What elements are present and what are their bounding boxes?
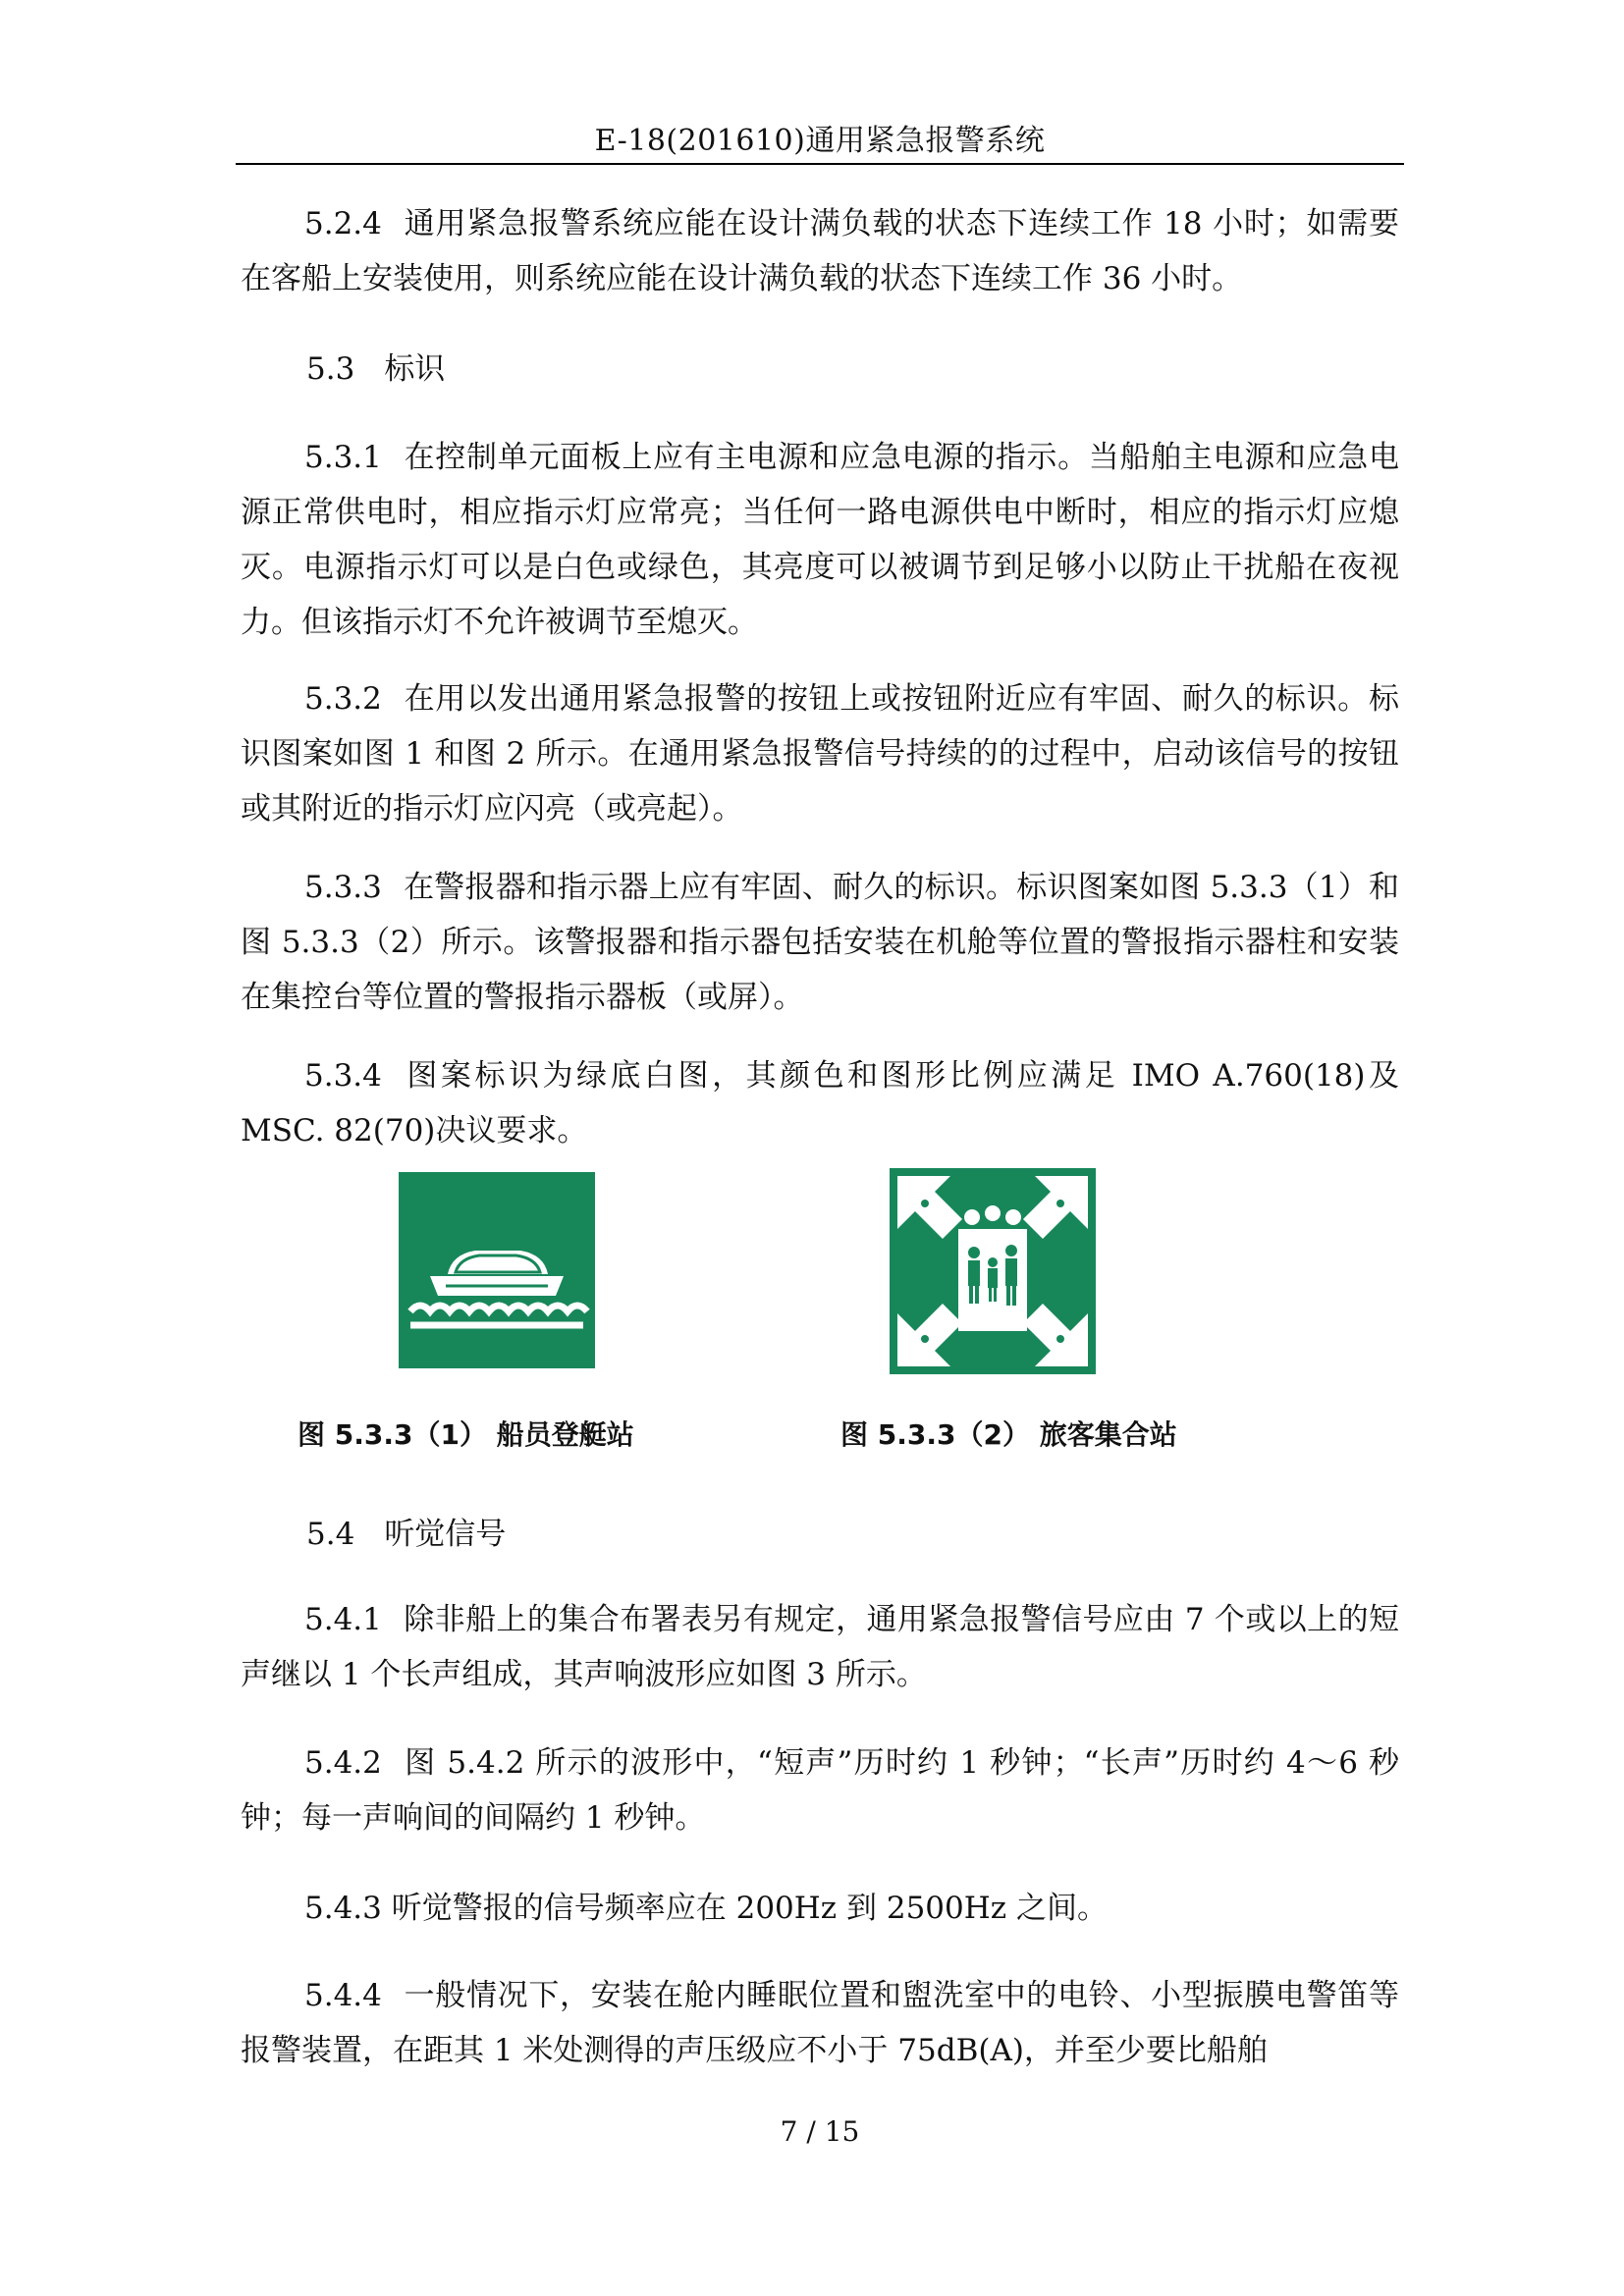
paragraph-5-4-4	[241, 1968, 1399, 2078]
paragraph-5-3-4	[241, 1048, 1399, 1158]
paragraph-text: 听觉警报的信号频率应在 200Hz 到 2500Hz 之间。	[391, 1891, 1108, 1926]
paragraph-5-4-2	[241, 1735, 1399, 1845]
paragraph-number: 5.4.4	[304, 1978, 382, 2013]
section-heading-5-3	[306, 344, 445, 388]
paragraph-number: 5.2.4	[304, 206, 382, 241]
heading-text: 标识	[384, 351, 446, 387]
paragraph-5-4-3	[241, 1881, 1399, 1936]
heading-number: 5.4	[306, 1517, 355, 1552]
paragraph-number: 5.4.3	[304, 1891, 382, 1926]
paragraph-text: 除非船上的集合布署表另有规定，通用紧急报警信号应由 7 个或以上的短声继以 1 个长声组成，其声响波形应如图 3 所示。	[241, 1602, 1399, 1692]
paragraph-number: 5.4.1	[304, 1602, 382, 1637]
paragraph-5-2-4	[241, 196, 1399, 306]
header-rule	[236, 163, 1404, 165]
paragraph-text: 一般情况下，安装在舱内睡眠位置和盥洗室中的电铃、小型振膜电警笛等报警装置，在距其 1 米处测得的声压级应不小于 75dB(A)，并至少要比船舶	[241, 1978, 1399, 2068]
assembly-station-icon	[882, 1160, 1104, 1382]
paragraph-text: 在用以发出通用紧急报警的按钮上或按钮附近应有牢固、耐久的标识。标识图案如图 1 和图 2 所示。在通用紧急报警信号持续的的过程中，启动该信号的按钮或其附近的指示灯应闪亮（或亮起）。	[241, 681, 1399, 827]
page-number: 7 / 15	[780, 2115, 860, 2148]
figure-caption-1: 图 5.3.3（1） 船员登艇站	[298, 1418, 634, 1451]
paragraph-text: 在警报器和指示器上应有牢固、耐久的标识。标识图案如图 5.3.3（1）和图 5.3.3（2）所示。该警报器和指示器包括安装在机舱等位置的警报指示器柱和安装在集控台等位置的警报指示器板（或屏）。	[241, 870, 1399, 1015]
paragraph-text: 在控制单元面板上应有主电源和应急电源的指示。当船舶主电源和应急电源正常供电时，相应指示灯应常亮；当任何一路电源供电中断时，相应的指示灯应熄灭。电源指示灯可以是白色或绿色，其亮度可以被调节到足够小以防止干扰船在夜视力。但该指示灯不允许被调节至熄灭。	[241, 440, 1399, 640]
lifeboat-embarkation-icon	[391, 1164, 603, 1376]
paragraph-number: 5.3.2	[304, 681, 382, 717]
paragraph-number: 5.3.3	[304, 870, 382, 905]
figure-caption-2: 图 5.3.3（2） 旅客集合站	[840, 1418, 1177, 1451]
paragraph-5-3-2	[241, 671, 1399, 836]
paragraph-text: 图 5.4.2 所示的波形中，“短声”历时约 1 秒钟；“长声”历时约 4～6 秒钟；每一声响间的间隔约 1 秒钟。	[241, 1745, 1399, 1836]
paragraph-text: 图案标识为绿底白图，其颜色和图形比例应满足 IMO A.760(18)及 MSC. 82(70)决议要求。	[241, 1058, 1399, 1148]
paragraph-5-3-3	[241, 860, 1399, 1025]
heading-number: 5.3	[306, 351, 355, 387]
paragraph-number: 5.4.2	[304, 1745, 382, 1781]
section-heading-5-4	[306, 1509, 506, 1553]
paragraph-5-4-1	[241, 1592, 1399, 1702]
heading-text: 听觉信号	[384, 1517, 507, 1552]
paragraph-number: 5.3.4	[304, 1058, 382, 1094]
paragraph-text: 通用紧急报警系统应能在设计满负载的状态下连续工作 18 小时；如需要在客船上安装使用，则系统应能在设计满负载的状态下连续工作 36 小时。	[241, 206, 1399, 296]
paragraph-5-3-1	[241, 430, 1399, 650]
paragraph-number: 5.3.1	[304, 440, 382, 475]
page-header-title: E-18(201610)通用紧急报警系统	[594, 124, 1046, 158]
